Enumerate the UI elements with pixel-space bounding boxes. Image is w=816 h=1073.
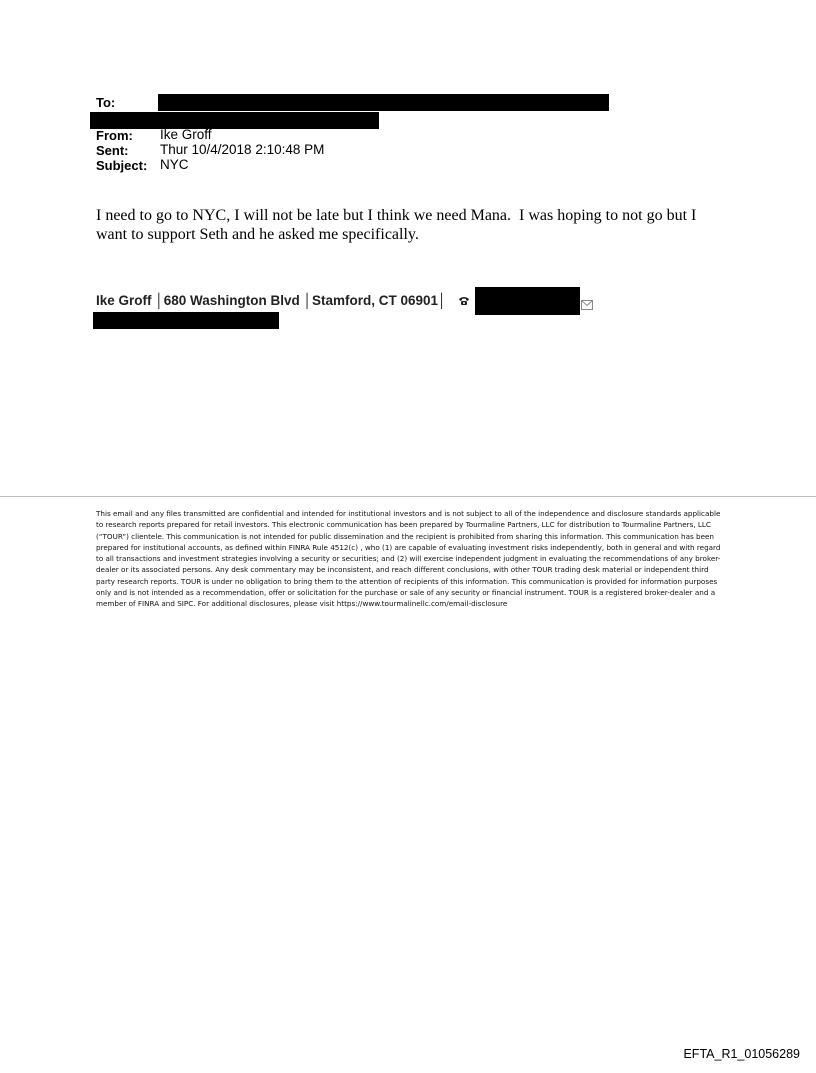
from-value: Ike Groff bbox=[160, 127, 212, 142]
phone-icon bbox=[458, 294, 470, 312]
to-label: To: bbox=[96, 95, 116, 110]
from-label: From: bbox=[96, 128, 133, 143]
legal-disclaimer: This email and any files transmitted are confidential and intended for institutional investors and is not subject to all of the independence and disclosure standards applicable to research reports prepared for retail investors. This electronic communication has been prepared by Tourmaline Partners, LLC for distribution to Tourmaline Partners, LLC (“TOUR”) clientele. This communication is not intended for public dissemination and the recipient is prohibited from sharing this information. This communication has been prepared for institutional accounts, as defined within FINRA Rule 4512(c) , who (1) are capable of evaluating investment risks independently, both in general and with regard to all transactions and investment strategies involving a security or securities; and (2) will exercise independent judgment in evaluating the recommendations of any broker-dealer or its associated persons. Any desk commentary may be inconsistent, and reach different conclusions, with other TOUR trading desk material or independent third party research reports. TOUR is under no obligation to bring them to the attention of recipients of this information. This communication is provided for information purposes only and is not intended as a recommendation, offer or solicitation for the purchase or sale of any security or financial instrument. TOUR is a registered broker-dealer and a member of FINRA and SIPC. For additional disclosures, please visit https://www.tourmalinellc.com/email-disclosure bbox=[96, 509, 721, 609]
redaction-phone bbox=[475, 287, 580, 315]
redaction-to-recipient-continued bbox=[90, 112, 379, 129]
signature-line bbox=[96, 293, 446, 308]
divider bbox=[0, 496, 816, 497]
signature-separator: │ bbox=[437, 293, 447, 308]
signature-separator: │ bbox=[155, 293, 164, 308]
sent-label: Sent: bbox=[96, 143, 129, 158]
signature-city: Stamford, CT 06901 bbox=[311, 293, 438, 308]
redaction-email bbox=[93, 312, 279, 329]
message-body bbox=[96, 206, 696, 244]
signature-name: Ike Groff bbox=[96, 293, 152, 308]
subject-label: Subject: bbox=[96, 158, 148, 173]
message-line-1: I need to go to NYC, I will not be late but I think we need Mana. I was hoping to not go but I bbox=[96, 207, 697, 224]
message-line-2: want to support Seth and he asked me specifically. bbox=[96, 226, 419, 243]
envelope-icon bbox=[581, 297, 593, 315]
signature-address: 680 Washington Blvd bbox=[163, 293, 300, 308]
signature-separator: │ bbox=[303, 293, 312, 308]
subject-value: NYC bbox=[160, 157, 189, 172]
redaction-to-recipient bbox=[158, 94, 609, 111]
sent-value: Thur 10/4/2018 2:10:48 PM bbox=[160, 142, 325, 157]
document-id: EFTA_R1_01056289 bbox=[683, 1047, 800, 1061]
